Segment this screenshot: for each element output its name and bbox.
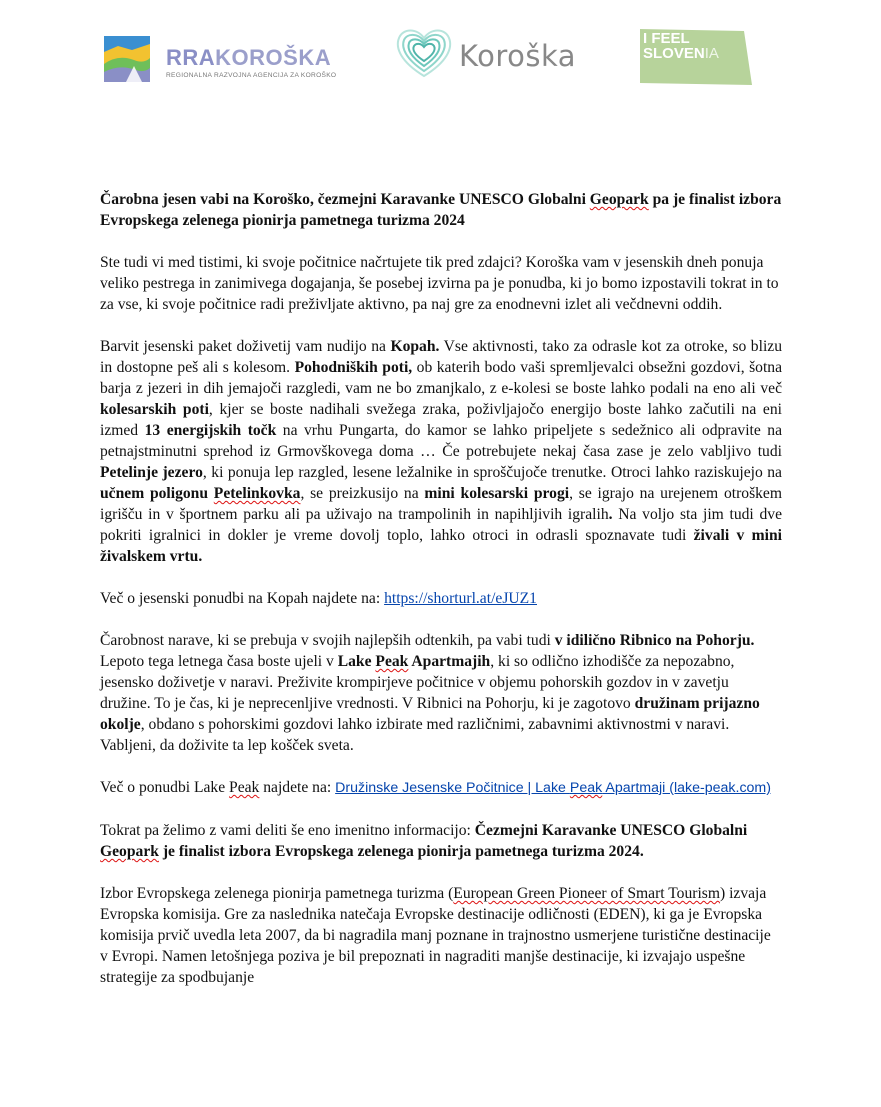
kope-offer-link[interactable]: https://shorturl.at/eJUZ1 <box>384 590 537 607</box>
paragraph-intro: Ste tudi vi med tistimi, ki svoje počitnice načrtujete tik pred zdajci? Koroška vam v jesenskih dneh ponuja veliko pestrega in zanimivega dogajanja, še posebej izvirna pa je ponudba, ki jo bomo izpostavili tokrat in to za vse, ki svoje počitnice radi preživljate aktivno, pa naj gre za enodnevni izlet ali večdnevni oddih. <box>100 254 779 313</box>
rra-koroska-logo <box>104 36 337 84</box>
lake-peak-link[interactable]: Družinske Jesenske Počitnice | Lake Peak Apartmaji (lake-peak.com) <box>335 780 771 796</box>
paragraph-kope: Barvit jesenski paket doživetij vam nudijo na Kopah. Vse aktivnosti, tako za odrasle kot za otroke, so blizu in dostopne peš ali s kolesom. Pohodniških poti, ob katerih bodo vaši spremljevalci obsežni gozdovi, šotna barja z jezeri in dih jemajoči razgledi, vam ne bo zmanjkalo, z e-kolesi se boste lahko podali na eno ali več kolesarskih poti, kjer se boste nadihali svežega zraka, poživljajočo energijo boste lahko začutili na eni izmed 13 energijskih točk na vrhu Pungarta, do kamor se lahko pripeljete s sedežnico ali odpravite na petnajstminutni sprehod iz Grmovškovega doma … Če potrebujete nekaj časa zase je zelo vabljivo tudi Petelinje jezero, ki ponuja lep razgled, lesene ležalnike in sproščujoče trenutke. Otroci lahko raziskujejo na učnem poligonu Petelinkovka, se preizkusijo na mini kolesarski progi, se igrajo na urejenem otroškem igrišču in v športnem parku ali pa uživajo na trampolinih in napihljivih igralih. Na voljo sta jim tudi dve pokriti igralnici in dokler je vreme dovolj toplo, lahko otroci in odrasli spoznavate tudi živali v mini živalskem vrtu. <box>100 338 783 565</box>
paragraph-ribnica: Čarobnost narave, ki se prebuja v svojih najlepših odtenkih, pa vabi tudi v idilično Ribnico na Pohorju. Lepoto tega letnega časa boste ujeli v Lake Peak Apartmajih, ki so odlično izhodišče za nepozabno, jesensko doživetje v naravi. Preživite krompirjeve počitnice v objemu pohorskih gozdov in v zavetju družine. To je čas, ki je neprecenljive vrednosti. V Ribnici na Pohorju, ki je zagotovo družinam prijazno okolje, obdano s pohorskimi gozdovi lahko izbirate med različnimi, zabavnimi aktivnostmi v naravi. Vabljeni, da doživite ta lep košček sveta. <box>100 632 760 754</box>
paragraph-kope-link: Več o jesenski ponudbi na Kopah najdete na: https://shorturl.at/eJUZ1 <box>100 590 537 607</box>
i-feel-slovenia-logo <box>640 29 752 85</box>
header-logos <box>0 0 881 100</box>
rra-title: RRAKOROŠKA <box>166 45 332 70</box>
i-feel-slovenia-text: I FEEL SLOVENIA <box>643 30 719 62</box>
koroska-logo <box>393 24 577 84</box>
article-body <box>100 189 782 988</box>
paragraph-lake-peak-link: Več o ponudbi Lake Peak najdete na: Družinske Jesenske Počitnice | Lake Peak Apartmaji (lake-peak.com) <box>100 779 771 796</box>
koroska-heart-icon <box>393 24 455 80</box>
paragraph-european-green-pioneer: Izbor Evropskega zelenega pionirja pametnega turizma (European Green Pioneer of Smart Tourism) izvaja Evropska komisija. Gre za naslednika natečaja Evropske destinacije odličnosti (EDEN), ki ga je Evropska komisija prvič uvedla leta 2007, da bi nagradila manj poznane in trajnostno usmerjene turistične destinacije v Evropi. Namen letošnjega poziva je bil prepoznati in nagraditi manjše destinacije, ki izvajajo uspešne strategije za spodbujanje <box>100 885 771 986</box>
rra-subtitle: REGIONALNA RAZVOJNA AGENCIJA ZA KOROŠKO <box>166 72 337 79</box>
rra-mountain-icon <box>104 36 150 82</box>
article-title: Čarobna jesen vabi na Koroško, čezmejni Karavanke UNESCO Globalni Geopark pa je finalist izbora Evropskega zelenega pionirja pametnega turizma 2024 <box>100 191 782 229</box>
paragraph-geopark: Tokrat pa želimo z vami deliti še eno imenitno informacijo: Čezmejni Karavanke UNESCO Globalni Geopark je finalist izbora Evropskega zelenega pionirja pametnega turizma 2024. <box>100 822 748 860</box>
koroska-wordmark: Koroška <box>459 39 577 73</box>
